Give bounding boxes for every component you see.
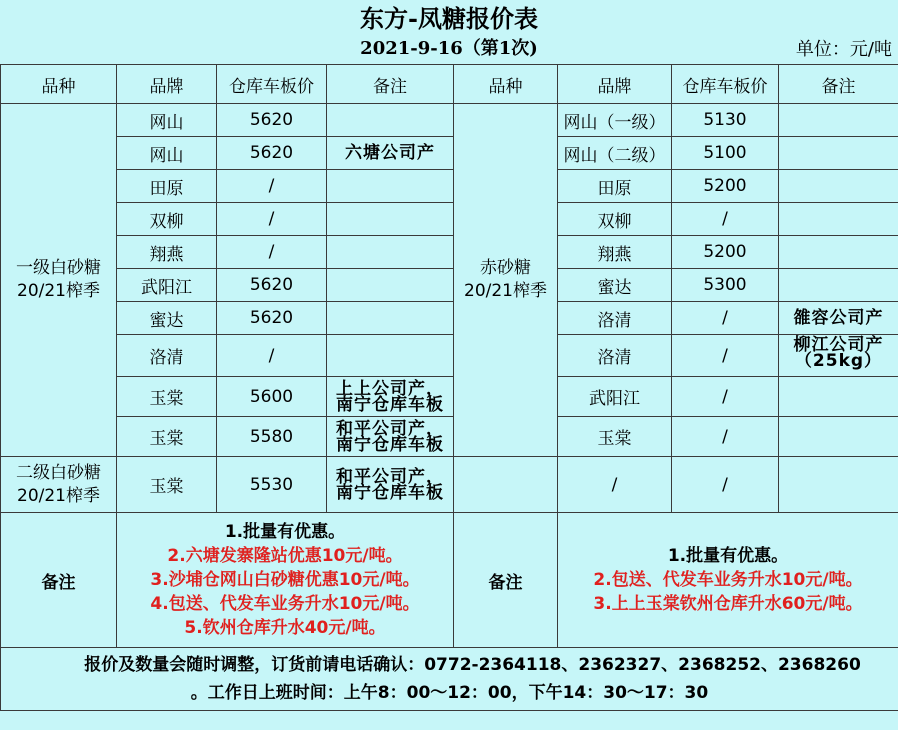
price-cell: 5130: [672, 104, 779, 137]
remarks-right: [558, 513, 898, 648]
category-cell: [454, 104, 558, 457]
price-cell: 5200: [672, 170, 779, 203]
table-row: [1, 170, 898, 203]
note-cell: [327, 170, 454, 203]
remark-line: 3.沙埔仓网山白砂糖优惠10元/吨。: [150, 570, 420, 590]
category-cell: [1, 457, 117, 513]
note-line: 南宁仓库车板: [336, 394, 444, 415]
price-cell: /: [217, 203, 327, 236]
price-cell: 5620: [217, 302, 327, 335]
note-cell: [779, 377, 898, 417]
note-cell: [779, 203, 898, 236]
table-row: [1, 302, 898, 335]
brand-cell: 玉棠: [558, 417, 672, 457]
note-cell: [327, 236, 454, 269]
remark-line: 3.上上玉棠钦州仓库升水60元/吨。: [593, 594, 863, 614]
remarks-label: 备注: [454, 513, 558, 648]
note-cell: [779, 236, 898, 269]
brand-cell: 网山（一级）: [558, 104, 672, 137]
price-cell: 5620: [217, 269, 327, 302]
header-cell: 仓库车板价: [217, 65, 327, 104]
brand-cell: /: [558, 457, 672, 513]
note-line: 柳江公司产: [793, 335, 884, 355]
brand-cell: 洛清: [558, 302, 672, 335]
table-row: [1, 377, 898, 417]
brand-cell: 玉棠: [117, 457, 217, 513]
note-cell: [327, 104, 454, 137]
note-cell: [327, 269, 454, 302]
header-row: [1, 65, 898, 104]
price-cell: 5600: [217, 377, 327, 417]
note-cell: [779, 104, 898, 137]
price-table: [0, 64, 898, 711]
note-cell: 六塘公司产: [327, 137, 454, 170]
note-cell: [779, 137, 898, 170]
footer-line: 报价及数量会随时调整，订货前请电话确认：0772-2364118、2362327、2368252、2368260: [84, 655, 861, 675]
remarks-left: [117, 513, 454, 648]
brand-cell: 网山: [117, 104, 217, 137]
note-cell: [779, 335, 898, 377]
header-cell: 备注: [327, 65, 454, 104]
header-cell: 品牌: [117, 65, 217, 104]
note-cell: [327, 302, 454, 335]
remark-line: 5.钦州仓库升水40元/吨。: [184, 618, 386, 638]
note-line: 和平公司产，: [336, 466, 444, 487]
header-cell: 品牌: [558, 65, 672, 104]
price-cell: 5200: [672, 236, 779, 269]
brand-cell: 武阳江: [558, 377, 672, 417]
note-cell: 雒容公司产: [779, 302, 898, 335]
brand-cell: 网山: [117, 137, 217, 170]
footer-notice: [1, 648, 898, 711]
brand-cell: 翔燕: [558, 236, 672, 269]
price-cell: 5300: [672, 269, 779, 302]
note-cell: [327, 417, 454, 457]
price-cell: 5100: [672, 137, 779, 170]
brand-cell: 蜜达: [117, 302, 217, 335]
brand-cell: 田原: [558, 170, 672, 203]
price-cell: /: [217, 335, 327, 377]
category-season: 20/21榨季: [464, 281, 547, 301]
remark-line: 1.批量有优惠。: [667, 546, 789, 566]
note-line: 和平公司产，: [336, 418, 444, 439]
brand-cell: 双柳: [558, 203, 672, 236]
page-title: 东方-凤糖报价表: [360, 4, 538, 33]
header-cell: 品种: [1, 65, 117, 104]
table-row: [1, 203, 898, 236]
remarks-label: 备注: [1, 513, 117, 648]
remark-line: 4.包送、代发车业务升水10元/吨。: [150, 594, 420, 614]
price-cell: 5580: [217, 417, 327, 457]
note-cell: [779, 417, 898, 457]
category-cell: [1, 104, 117, 457]
table-row: [1, 236, 898, 269]
category-label: 赤砂糖: [480, 258, 531, 278]
note-line: （25kg）: [794, 351, 883, 371]
brand-cell: 武阳江: [117, 269, 217, 302]
remarks-row: [1, 513, 898, 648]
table-row: [1, 104, 898, 137]
price-cell: /: [672, 335, 779, 377]
note-cell: [327, 457, 454, 513]
header-cell: 仓库车板价: [672, 65, 779, 104]
price-cell: /: [672, 203, 779, 236]
category-cell: [454, 457, 558, 513]
price-cell: /: [217, 170, 327, 203]
note-line: 上上公司产，: [336, 378, 444, 399]
note-cell: [327, 335, 454, 377]
price-cell: 5530: [217, 457, 327, 513]
note-cell: [327, 377, 454, 417]
brand-cell: 网山（二级）: [558, 137, 672, 170]
category-season: 20/21榨季: [17, 485, 100, 506]
table-row: [1, 335, 898, 377]
note-line: 南宁仓库车板: [336, 482, 444, 503]
note-cell: [779, 170, 898, 203]
table-row: [1, 417, 898, 457]
unit-label: 单位：元/吨: [795, 39, 892, 60]
remark-line: 2.包送、代发车业务升水10元/吨。: [593, 570, 863, 590]
price-cell: 5620: [217, 104, 327, 137]
price-cell: /: [672, 417, 779, 457]
footer-row: [1, 648, 898, 711]
table-row: [1, 137, 898, 170]
brand-cell: 洛清: [117, 335, 217, 377]
category-season: 20/21榨季: [17, 281, 100, 301]
price-cell: 5620: [217, 137, 327, 170]
note-cell: [327, 203, 454, 236]
price-cell: /: [217, 236, 327, 269]
remark-line: 2.六塘发寨隆站优惠10元/吨。: [167, 546, 403, 566]
price-cell: /: [672, 457, 779, 513]
note-cell: [779, 457, 898, 513]
remark-line: 1.批量有优惠。: [224, 522, 346, 542]
header-cell: 品种: [454, 65, 558, 104]
note-line: 南宁仓库车板: [336, 434, 444, 455]
note-cell: [779, 269, 898, 302]
price-cell: /: [672, 302, 779, 335]
category-label: 二级白砂糖: [16, 462, 101, 483]
brand-cell: 翔燕: [117, 236, 217, 269]
brand-cell: 玉棠: [117, 417, 217, 457]
brand-cell: 双柳: [117, 203, 217, 236]
brand-cell: 洛清: [558, 335, 672, 377]
table-row: [1, 457, 898, 513]
brand-cell: 玉棠: [117, 377, 217, 417]
footer-line: 。工作日上班时间：上午8：00～12：00，下午14：30～17：30: [190, 683, 709, 703]
category-label: 一级白砂糖: [16, 258, 101, 278]
page-subtitle: 2021-9-16（第1次): [360, 38, 538, 59]
table-row: [1, 269, 898, 302]
price-cell: /: [672, 377, 779, 417]
brand-cell: 蜜达: [558, 269, 672, 302]
header-cell: 备注: [779, 65, 898, 104]
brand-cell: 田原: [117, 170, 217, 203]
